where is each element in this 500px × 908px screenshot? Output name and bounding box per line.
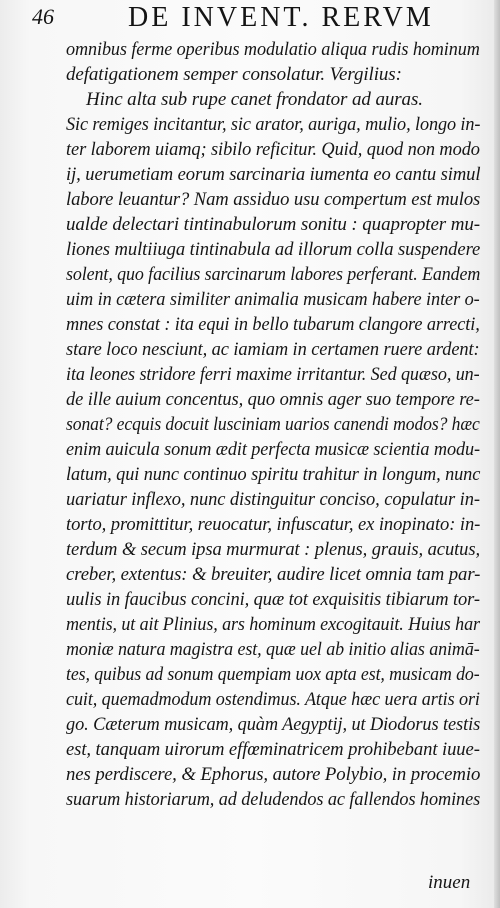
catchword: inuen <box>428 872 471 893</box>
text-line: liones multiiuga tintinabula ad illorum colla suspendere <box>66 239 481 260</box>
verse-quotation: Hinc alta sub rupe canet frondator ad auras. <box>86 89 423 110</box>
page-header <box>0 2 500 32</box>
text-line: enim auicula sonum ædit perfecta musicæ scientia modu- <box>66 439 481 460</box>
text-line: uariatur inflexo, nunc distinguitur conciso, copulatur in- <box>66 489 480 510</box>
text-line: mnes constat : ita equi in bello tubarum clangore arrecti, <box>66 314 480 335</box>
text-line: Sic remiges incitantur, sic arator, auriga, mulio, longo in- <box>66 114 481 135</box>
text-line: ita leones stridore ferri maxime irritantur. Sed quæso, un- <box>66 364 480 385</box>
text-line: latum, qui nunc continuo spiritu trahitur in longum, nunc <box>66 464 481 485</box>
page-number: 46 <box>32 4 54 29</box>
text-line: defatigationem semper consolatur. Vergilius: <box>66 64 402 85</box>
text-line: solent, quo facilius sarcinarum labores perferant. Eandem <box>66 264 481 285</box>
page-edge-shadow <box>494 0 500 908</box>
text-line: tes, quibus ad sonum quempiam uox apta est, musicam do- <box>66 664 480 685</box>
text-line: est, tanquam uirorum effœminatricem prohibebant iuue- <box>66 739 480 760</box>
text-line: omnibus ferme operibus modulatio aliqua rudis hominum <box>66 39 480 60</box>
text-line: labore leuantur? Nam assiduo usu compertum est mulos <box>66 189 481 210</box>
text-line: cuit, quemadmodum ostendimus. Atque hæc uera artis ori <box>66 689 480 710</box>
running-head: DE INVENT. RERVM <box>128 2 434 33</box>
text-line: uulis in faucibus concini, quæ tot exquisitis tibiarum tor- <box>66 589 480 610</box>
text-line: ter laborem uiamq; sibilo reficitur. Quid, quod non modo <box>66 139 480 160</box>
text-line: stare loco nesciunt, ac iamiam in certamen ruere ardent: <box>66 339 480 360</box>
text-line: uim in cætera similiter animalia musicam habere inter o- <box>66 289 480 310</box>
text-line: suarum historiarum, ad deludendos ac fallendos homines <box>66 789 481 810</box>
text-line: torto, promittitur, reuocatur, infuscatur, ex inopinato: in- <box>66 514 481 535</box>
text-line: go. Cæterum musicam, quàm Aegyptij, ut Diodorus testis <box>66 714 481 735</box>
text-line: mentis, ut ait Plinius, ars hominum excogitauit. Huius har <box>66 614 480 635</box>
text-line: de ille auium concentus, quo omnis ager suo tempore re- <box>66 389 480 410</box>
text-line: nes perdiscere, & Ephorus, autore Polybio, in procemio <box>66 764 481 785</box>
text-line: sonat? ecquis docuit lusciniam uarios canendi modos? hæc <box>66 414 480 435</box>
text-line: ij, uerumetiam eorum sarcinaria iumenta eo cantu simul <box>66 164 481 185</box>
text-line: moniæ natura magistra est, quæ uel ab initio alias animā- <box>66 639 480 660</box>
text-line: creber, extentus: & breuiter, audire licet omnia tam par- <box>66 564 481 585</box>
text-line: terdum & secum ipsa murmurat : plenus, grauis, acutus, <box>66 539 481 560</box>
text-line: ualde delectari tintinabulorum sonitu : quapropter mu- <box>66 214 480 235</box>
